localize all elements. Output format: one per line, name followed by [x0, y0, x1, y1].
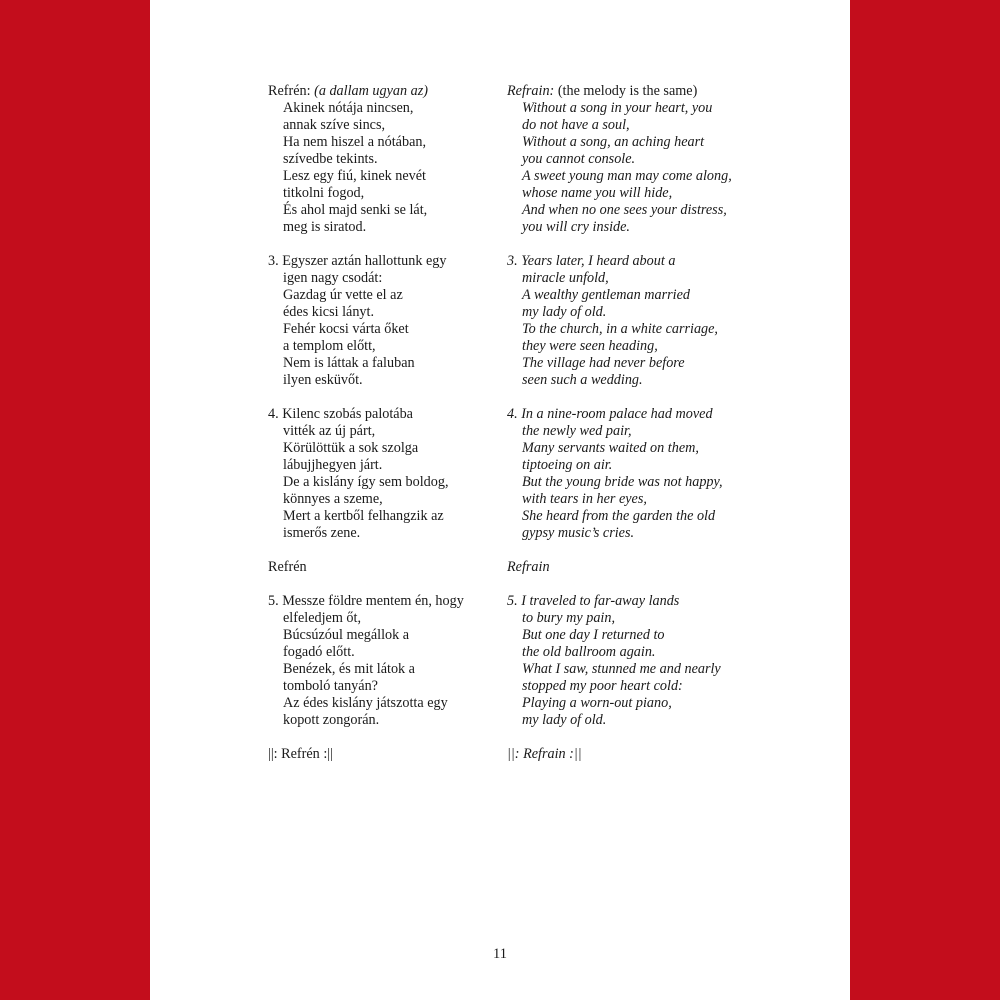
lyric-line: do not have a soul,	[522, 117, 630, 133]
lyric-line: Búcsúzóul megállok a	[283, 627, 410, 643]
lyric-line: 3. Egyszer aztán hallottunk egy	[268, 253, 447, 269]
lyric-line: Gazdag úr vette el az	[283, 287, 403, 303]
lyric-line: my lady of old.	[522, 304, 607, 320]
lyric-line: my lady of old.	[522, 712, 607, 728]
refrain-label: Refrén	[268, 559, 307, 575]
lyric-line: meg is siratod.	[283, 219, 367, 235]
lyric-line: És ahol majd senki se lát,	[283, 202, 428, 218]
lyric-line: you will cry inside.	[522, 219, 630, 235]
lyric-line: tomboló tanyán?	[283, 678, 378, 694]
lyric-line: fogadó előtt.	[283, 644, 355, 660]
lyric-line: The village had never before	[522, 355, 685, 371]
refrain-note: (the melody is the same)	[557, 83, 698, 99]
lyric-line: miracle unfold,	[522, 270, 609, 286]
lyric-line: Ha nem hiszel a nótában,	[283, 134, 427, 150]
refrain-heading-line	[268, 83, 504, 100]
lyric-line: 5. I traveled to far-away lands	[507, 593, 680, 609]
lyric-line: Lesz egy fiú, kinek nevét	[283, 168, 427, 184]
lyric-line: Playing a worn-out piano,	[522, 695, 672, 711]
english-verse-3	[507, 253, 743, 389]
lyric-line: 5. Messze földre mentem én, hogy	[268, 593, 464, 609]
lyric-line: Without a song, an aching heart	[522, 134, 705, 150]
lyric-line: ilyen esküvőt.	[283, 372, 363, 388]
lyric-line: the old ballroom again.	[522, 644, 656, 660]
lyric-line: And when no one sees your distress,	[522, 202, 727, 218]
lyric-line: a templom előtt,	[283, 338, 376, 354]
lyric-line: ismerős zene.	[283, 525, 361, 541]
hungarian-verse-5	[268, 593, 504, 729]
hungarian-verse-4	[268, 406, 504, 542]
refrain-heading-line	[507, 83, 743, 100]
lyric-line: Benézek, és mit látok a	[283, 661, 415, 677]
lyric-line: elfeledjem őt,	[283, 610, 361, 626]
english-final-refrain	[507, 746, 743, 763]
lyric-line: 3. Years later, I heard about a	[507, 253, 676, 269]
final-refrain: ||: Refrain :||	[507, 746, 582, 762]
lyric-line: Mert a kertből felhangzik az	[283, 508, 444, 524]
lyric-line: könnyes a szeme,	[283, 491, 383, 507]
hungarian-final-refrain	[268, 746, 504, 763]
lyric-line: To the church, in a white carriage,	[522, 321, 718, 337]
document-page	[150, 0, 850, 1000]
lyric-line: édes kicsi lányt.	[283, 304, 375, 320]
lyric-line: Az édes kislány játszotta egy	[283, 695, 448, 711]
lyric-line: Without a song in your heart, you	[522, 100, 713, 116]
lyric-line: Many servants waited on them,	[522, 440, 699, 456]
refrain-label: Refrain	[507, 559, 550, 575]
final-refrain: ||: Refrén :||	[268, 746, 333, 762]
lyric-line: What I saw, stunned me and nearly	[522, 661, 721, 677]
page-number: 11	[493, 946, 507, 962]
lyric-line: titkolni fogod,	[283, 185, 365, 201]
lyric-line: you cannot console.	[522, 151, 636, 167]
lyric-line: stopped my poor heart cold:	[522, 678, 683, 694]
lyric-line: the newly wed pair,	[522, 423, 632, 439]
refrain-note: (a dallam ugyan az)	[314, 83, 428, 99]
lyric-line: whose name you will hide,	[522, 185, 673, 201]
lyric-line: seen such a wedding.	[522, 372, 643, 388]
lyric-line: But the young bride was not happy,	[522, 474, 723, 490]
lyric-line: they were seen heading,	[522, 338, 658, 354]
english-verse-4	[507, 406, 743, 542]
english-column	[507, 83, 743, 780]
lyric-line: A sweet young man may come along,	[522, 168, 732, 184]
lyric-line: igen nagy csodát:	[283, 270, 383, 286]
lyric-line: De a kislány így sem boldog,	[283, 474, 449, 490]
lyric-line: szívedbe tekints.	[283, 151, 378, 167]
refrain-heading: Refrén:	[268, 83, 311, 99]
lyric-line: But one day I returned to	[522, 627, 665, 643]
hungarian-verse-3	[268, 253, 504, 389]
lyric-line: 4. Kilenc szobás palotába	[268, 406, 413, 422]
lyric-line: lábujjhegyen járt.	[283, 457, 383, 473]
lyric-line: She heard from the garden the old	[522, 508, 716, 524]
lyric-line: A wealthy gentleman married	[522, 287, 690, 303]
lyric-line: Körülöttük a sok szolga	[283, 440, 419, 456]
lyric-line: kopott zongorán.	[283, 712, 380, 728]
lyric-line: annak szíve sincs,	[283, 117, 386, 133]
lyric-line: gypsy music’s cries.	[522, 525, 635, 541]
english-verse-5	[507, 593, 743, 729]
english-refrain	[507, 83, 743, 236]
lyric-line: to bury my pain,	[522, 610, 615, 626]
lyric-line: vitték az új párt,	[283, 423, 376, 439]
hungarian-refrain	[268, 83, 504, 236]
hungarian-column	[268, 83, 504, 780]
lyric-line: tiptoeing on air.	[522, 457, 613, 473]
english-refrain-label	[507, 559, 743, 576]
lyric-line: with tears in her eyes,	[522, 491, 647, 507]
lyric-line: Akinek nótája nincsen,	[283, 100, 414, 116]
lyric-line: Nem is láttak a faluban	[283, 355, 415, 371]
lyric-line: 4. In a nine-room palace had moved	[507, 406, 713, 422]
hungarian-refrain-label	[268, 559, 504, 576]
refrain-heading: Refrain:	[507, 83, 555, 99]
lyric-line: Fehér kocsi várta őket	[283, 321, 409, 337]
